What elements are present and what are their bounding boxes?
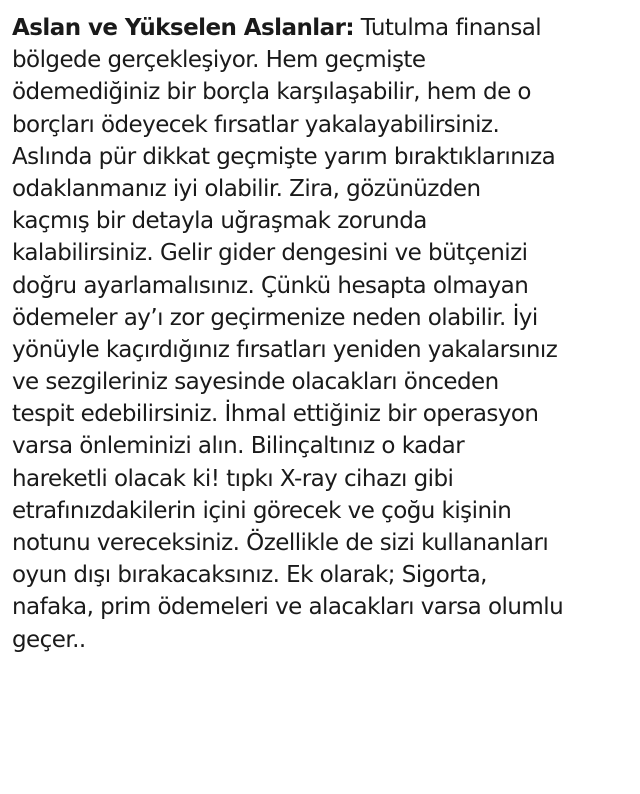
text-line-15: hareketli olacak ki! tıpkı X-ray cihazı gibi <box>12 465 454 492</box>
text-line-12: ve sezgileriniz sayesinde olacakları önceden <box>12 369 499 396</box>
text-line-13: tespit edebilirsiniz. İhmal ettiğiniz bir operasyon <box>12 401 539 428</box>
text-line-4: borçları ödeyecek fırsatlar yakalayabilirsiniz. <box>12 111 500 138</box>
text-line-2: bölgede gerçekleşiyor. Hem geçmişte <box>12 47 426 74</box>
text-line-10: ödemeler ay’ı zor geçirmenize neden olabilir. İyi <box>12 304 538 331</box>
text-line-19: nafaka, prim ödemeleri ve alacakları varsa olumlu <box>12 594 564 621</box>
text-line-14: varsa önleminizi alın. Bilinçaltınız o kadar <box>12 433 465 460</box>
text-line-17: notunu vereceksiniz. Özellikle de sizi kullananları <box>12 530 549 556</box>
text-line-1-rest: Tutulma finansal <box>354 15 542 41</box>
text-line-20: geçer.. <box>12 626 86 653</box>
text-line-9: doğru ayarlamalısınız. Çünkü hesapta olmayan <box>12 272 529 299</box>
text-line-16: etrafınızdakilerin içini görecek ve çoğu kişinin <box>12 497 512 524</box>
text-line-11: yönüyle kaçırdığınız fırsatları yeniden yakalarsınız <box>12 336 558 363</box>
text-line-3: ödemediğiniz bir borçla karşılaşabilir, hem de o <box>12 79 531 106</box>
text-line-7: kaçmış bir detayla uğraşmak zorunda <box>12 208 427 235</box>
text-line-8: kalabilirsiniz. Gelir gider dengesini ve bütçenizi <box>12 240 528 267</box>
sign-heading: Aslan ve Yükselen Aslanlar: <box>12 15 355 41</box>
text-line-6: odaklanmanız iyi olabilir. Zira, gözünüzden <box>12 175 481 202</box>
text-line-18: oyun dışı bırakacaksınız. Ek olarak; Sigorta, <box>12 562 487 589</box>
text-line-5: Aslında pür dikkat geçmişte yarım bıraktıklarınıza <box>12 143 556 170</box>
text-line-1 <box>12 12 630 44</box>
